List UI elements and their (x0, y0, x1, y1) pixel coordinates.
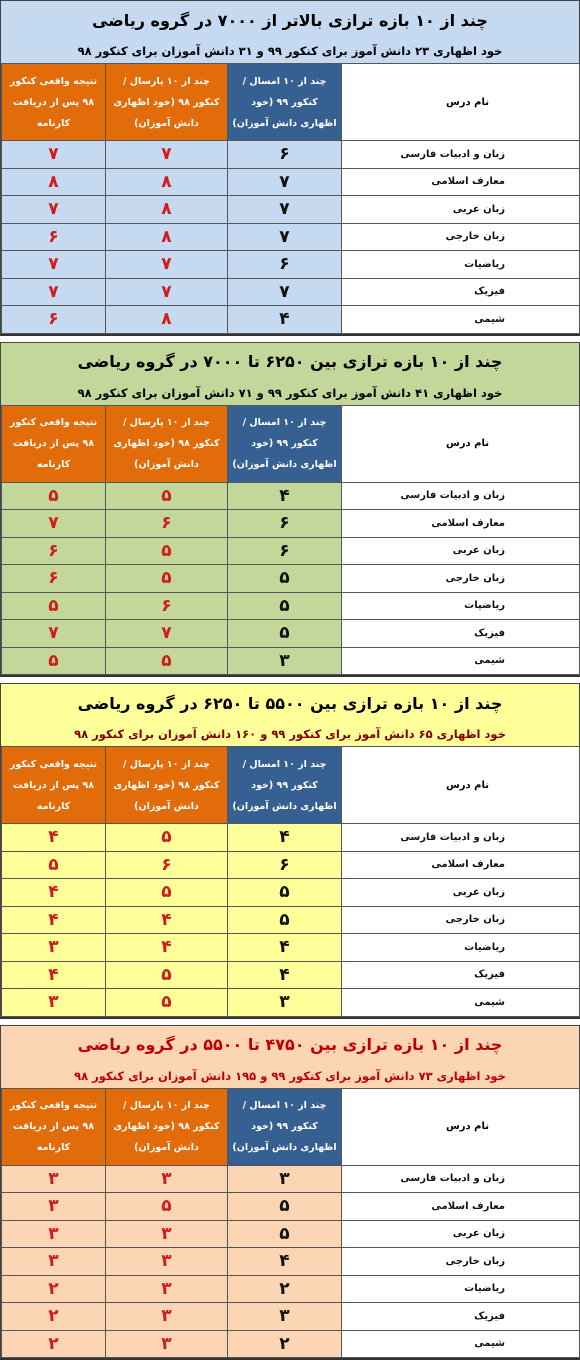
table-header-row (2, 405, 580, 482)
header-this-year-line: چند از ۱۰ امسال / (228, 71, 341, 92)
header-actual-result (2, 747, 106, 824)
this-year-score-cell: ۶ (228, 510, 342, 538)
last-year-score-cell: ۴ (106, 934, 228, 962)
this-year-score-cell: ۲ (228, 1275, 342, 1303)
this-year-score-cell: ۵ (228, 1193, 342, 1221)
table-row (2, 223, 580, 251)
last-year-score-cell: ۵ (106, 482, 228, 510)
header-last-year-line: دانش آموزان) (106, 796, 227, 817)
last-year-score-cell: ۵ (106, 565, 228, 593)
section-subtitle: خود اظهاری ۶۵ دانش آموز برای کنکور ۹۹ و ۱۶۰ دانش آموزان برای کنکور ۹۸ (1, 722, 579, 746)
actual-score-cell: ۴ (2, 879, 106, 907)
actual-score-cell: ۶ (2, 223, 106, 251)
subject-name-cell: ریاضیات (342, 1275, 580, 1303)
actual-score-cell: ۴ (2, 961, 106, 989)
this-year-score-cell: ۷ (228, 196, 342, 224)
actual-score-cell: ۲ (2, 1330, 106, 1358)
header-this-year-line: اظهاری دانش آموزان) (228, 796, 341, 817)
table-row (2, 565, 580, 593)
section-title: چند از ۱۰ بازه ترازی بین ۶۲۵۰ تا ۷۰۰۰ در گروه ریاضی (1, 343, 579, 381)
actual-score-cell: ۳ (2, 1165, 106, 1193)
table-row (2, 278, 580, 306)
this-year-score-cell: ۷ (228, 278, 342, 306)
header-actual-result-line: کارنامه (2, 796, 105, 817)
table-row (2, 934, 580, 962)
this-year-score-cell: ۲ (228, 1330, 342, 1358)
actual-score-cell: ۷ (2, 620, 106, 648)
section-subtitle: خود اظهاری ۲۳ دانش آموز برای کنکور ۹۹ و ۳۱ دانش آموزان برای کنکور ۹۸ (1, 39, 579, 63)
table-header-row (2, 64, 580, 141)
score-section (0, 0, 580, 336)
last-year-score-cell: ۸ (106, 168, 228, 196)
actual-score-cell: ۳ (2, 1220, 106, 1248)
section-subtitle: خود اظهاری ۴۱ دانش آموز برای کنکور ۹۹ و ۷۱ دانش آموزان برای کنکور ۹۸ (1, 381, 579, 405)
subject-name-cell: شیمی (342, 306, 580, 334)
header-last-year (106, 1088, 228, 1165)
score-table (1, 746, 580, 1017)
subject-name-cell: زبان و ادبیات فارسی (342, 824, 580, 852)
subject-name-cell: زبان عربی (342, 537, 580, 565)
table-row (2, 1275, 580, 1303)
actual-score-cell: ۶ (2, 565, 106, 593)
header-last-year-line: چند از ۱۰ پارسال / (106, 754, 227, 775)
table-row (2, 168, 580, 196)
table-row (2, 620, 580, 648)
subject-name-cell: معارف اسلامی (342, 851, 580, 879)
table-row (2, 251, 580, 279)
subject-name-cell: زبان عربی (342, 879, 580, 907)
last-year-score-cell: ۴ (106, 906, 228, 934)
actual-score-cell: ۳ (2, 989, 106, 1017)
last-year-score-cell: ۳ (106, 1330, 228, 1358)
header-this-year-line: کنکور ۹۹ (خود (228, 1116, 341, 1137)
header-last-year-line: دانش آموزان) (106, 1137, 227, 1158)
actual-score-cell: ۷ (2, 196, 106, 224)
this-year-score-cell: ۴ (228, 482, 342, 510)
last-year-score-cell: ۳ (106, 1275, 228, 1303)
this-year-score-cell: ۵ (228, 879, 342, 907)
table-header-row (2, 1088, 580, 1165)
last-year-score-cell: ۳ (106, 1248, 228, 1276)
header-this-year (228, 747, 342, 824)
table-row (2, 592, 580, 620)
last-year-score-cell: ۵ (106, 1193, 228, 1221)
last-year-score-cell: ۵ (106, 537, 228, 565)
table-row (2, 306, 580, 334)
last-year-score-cell: ۳ (106, 1303, 228, 1331)
this-year-score-cell: ۴ (228, 1248, 342, 1276)
table-row (2, 196, 580, 224)
this-year-score-cell: ۷ (228, 223, 342, 251)
table-row (2, 1330, 580, 1358)
header-last-year-line: دانش آموزان) (106, 454, 227, 475)
this-year-score-cell: ۵ (228, 592, 342, 620)
subject-name-cell: فیزیک (342, 961, 580, 989)
table-row (2, 906, 580, 934)
header-this-year (228, 64, 342, 141)
header-actual-result-line: نتیجه واقعی کنکور (2, 1095, 105, 1116)
subject-name-cell: شیمی (342, 1330, 580, 1358)
actual-score-cell: ۷ (2, 510, 106, 538)
header-actual-result-line: ۹۸ پس از دریافت (2, 775, 105, 796)
score-section (0, 1025, 580, 1360)
this-year-score-cell: ۴ (228, 961, 342, 989)
header-actual-result-line: ۹۸ پس از دریافت (2, 92, 105, 113)
actual-score-cell: ۶ (2, 537, 106, 565)
this-year-score-cell: ۵ (228, 565, 342, 593)
this-year-score-cell: ۴ (228, 934, 342, 962)
last-year-score-cell: ۵ (106, 879, 228, 907)
header-this-year-line: اظهاری دانش آموزان) (228, 113, 341, 134)
this-year-score-cell: ۵ (228, 1220, 342, 1248)
table-row (2, 510, 580, 538)
header-actual-result-line: نتیجه واقعی کنکور (2, 71, 105, 92)
table-row (2, 647, 580, 675)
actual-score-cell: ۵ (2, 851, 106, 879)
subject-name-cell: زبان عربی (342, 1220, 580, 1248)
table-row (2, 1248, 580, 1276)
last-year-score-cell: ۳ (106, 1220, 228, 1248)
this-year-score-cell: ۳ (228, 989, 342, 1017)
header-last-year-line: چند از ۱۰ پارسال / (106, 412, 227, 433)
subject-name-cell: فیزیک (342, 1303, 580, 1331)
header-actual-result-line: ۹۸ پس از دریافت (2, 433, 105, 454)
header-this-year-line: چند از ۱۰ امسال / (228, 1095, 341, 1116)
actual-score-cell: ۷ (2, 278, 106, 306)
actual-score-cell: ۶ (2, 306, 106, 334)
last-year-score-cell: ۶ (106, 510, 228, 538)
actual-score-cell: ۴ (2, 824, 106, 852)
subject-name-cell: زبان عربی (342, 196, 580, 224)
actual-score-cell: ۵ (2, 592, 106, 620)
last-year-score-cell: ۷ (106, 141, 228, 169)
table-row (2, 961, 580, 989)
header-last-year-line: دانش آموزان) (106, 113, 227, 134)
subject-name-cell: ریاضیات (342, 592, 580, 620)
this-year-score-cell: ۶ (228, 251, 342, 279)
header-actual-result (2, 405, 106, 482)
last-year-score-cell: ۶ (106, 851, 228, 879)
header-last-year (106, 64, 228, 141)
header-subject: نام درس (342, 405, 580, 482)
actual-score-cell: ۲ (2, 1275, 106, 1303)
this-year-score-cell: ۵ (228, 906, 342, 934)
table-row (2, 1165, 580, 1193)
table-row (2, 989, 580, 1017)
score-section (0, 342, 580, 678)
subject-name-cell: شیمی (342, 647, 580, 675)
actual-score-cell: ۸ (2, 168, 106, 196)
subject-name-cell: معارف اسلامی (342, 510, 580, 538)
table-row (2, 141, 580, 169)
header-subject: نام درس (342, 747, 580, 824)
table-row (2, 482, 580, 510)
header-this-year-line: چند از ۱۰ امسال / (228, 412, 341, 433)
this-year-score-cell: ۴ (228, 306, 342, 334)
header-subject: نام درس (342, 1088, 580, 1165)
table-row (2, 1220, 580, 1248)
header-actual-result-line: نتیجه واقعی کنکور (2, 412, 105, 433)
header-last-year-line: چند از ۱۰ پارسال / (106, 1095, 227, 1116)
header-last-year-line: کنکور ۹۸ (خود اظهاری (106, 775, 227, 796)
subject-name-cell: ریاضیات (342, 934, 580, 962)
actual-score-cell: ۷ (2, 141, 106, 169)
header-actual-result-line: کارنامه (2, 454, 105, 475)
header-last-year-line: کنکور ۹۸ (خود اظهاری (106, 92, 227, 113)
header-this-year-line: اظهاری دانش آموزان) (228, 1137, 341, 1158)
last-year-score-cell: ۷ (106, 278, 228, 306)
table-header-row (2, 747, 580, 824)
last-year-score-cell: ۳ (106, 1165, 228, 1193)
this-year-score-cell: ۳ (228, 1165, 342, 1193)
score-table (1, 405, 580, 676)
header-this-year-line: کنکور ۹۹ (خود (228, 775, 341, 796)
subject-name-cell: زبان و ادبیات فارسی (342, 482, 580, 510)
subject-name-cell: زبان و ادبیات فارسی (342, 1165, 580, 1193)
last-year-score-cell: ۵ (106, 961, 228, 989)
subject-name-cell: ریاضیات (342, 251, 580, 279)
header-last-year-line: چند از ۱۰ پارسال / (106, 71, 227, 92)
score-section (0, 683, 580, 1019)
last-year-score-cell: ۸ (106, 196, 228, 224)
header-this-year (228, 405, 342, 482)
table-row (2, 1303, 580, 1331)
this-year-score-cell: ۶ (228, 537, 342, 565)
header-last-year (106, 405, 228, 482)
actual-score-cell: ۳ (2, 1193, 106, 1221)
subject-name-cell: زبان و ادبیات فارسی (342, 141, 580, 169)
header-actual-result-line: کارنامه (2, 1137, 105, 1158)
last-year-score-cell: ۶ (106, 592, 228, 620)
this-year-score-cell: ۳ (228, 647, 342, 675)
actual-score-cell: ۳ (2, 1248, 106, 1276)
section-subtitle: خود اظهاری ۷۳ دانش آموز برای کنکور ۹۹ و ۱۹۵ دانش آموزان برای کنکور ۹۸ (1, 1064, 579, 1088)
table-row (2, 537, 580, 565)
last-year-score-cell: ۵ (106, 824, 228, 852)
last-year-score-cell: ۵ (106, 989, 228, 1017)
last-year-score-cell: ۸ (106, 223, 228, 251)
header-this-year-line: کنکور ۹۹ (خود (228, 92, 341, 113)
actual-score-cell: ۵ (2, 647, 106, 675)
subject-name-cell: فیزیک (342, 278, 580, 306)
header-actual-result-line: نتیجه واقعی کنکور (2, 754, 105, 775)
header-this-year-line: کنکور ۹۹ (خود (228, 433, 341, 454)
header-last-year-line: کنکور ۹۸ (خود اظهاری (106, 433, 227, 454)
header-this-year-line: چند از ۱۰ امسال / (228, 754, 341, 775)
this-year-score-cell: ۳ (228, 1303, 342, 1331)
subject-name-cell: زبان خارجی (342, 565, 580, 593)
header-this-year-line: اظهاری دانش آموزان) (228, 454, 341, 475)
header-last-year-line: کنکور ۹۸ (خود اظهاری (106, 1116, 227, 1137)
last-year-score-cell: ۷ (106, 251, 228, 279)
subject-name-cell: زبان خارجی (342, 906, 580, 934)
subject-name-cell: فیزیک (342, 620, 580, 648)
section-title: چند از ۱۰ بازه ترازی بین ۵۵۰۰ تا ۶۲۵۰ در گروه ریاضی (1, 684, 579, 722)
last-year-score-cell: ۷ (106, 620, 228, 648)
header-actual-result-line: کارنامه (2, 113, 105, 134)
actual-score-cell: ۴ (2, 906, 106, 934)
header-subject: نام درس (342, 64, 580, 141)
header-last-year (106, 747, 228, 824)
table-row (2, 879, 580, 907)
this-year-score-cell: ۵ (228, 620, 342, 648)
actual-score-cell: ۲ (2, 1303, 106, 1331)
table-row (2, 824, 580, 852)
actual-score-cell: ۷ (2, 251, 106, 279)
actual-score-cell: ۵ (2, 482, 106, 510)
subject-name-cell: زبان خارجی (342, 223, 580, 251)
this-year-score-cell: ۷ (228, 168, 342, 196)
subject-name-cell: معارف اسلامی (342, 168, 580, 196)
subject-name-cell: شیمی (342, 989, 580, 1017)
this-year-score-cell: ۴ (228, 824, 342, 852)
header-this-year (228, 1088, 342, 1165)
score-table (1, 1088, 580, 1359)
subject-name-cell: زبان خارجی (342, 1248, 580, 1276)
last-year-score-cell: ۸ (106, 306, 228, 334)
actual-score-cell: ۳ (2, 934, 106, 962)
table-row (2, 1193, 580, 1221)
score-table (1, 63, 580, 334)
this-year-score-cell: ۶ (228, 851, 342, 879)
section-title: چند از ۱۰ بازه ترازی بالاتر از ۷۰۰۰ در گروه ریاضی (1, 1, 579, 39)
subject-name-cell: معارف اسلامی (342, 1193, 580, 1221)
section-title: چند از ۱۰ بازه ترازی بین ۴۷۵۰ تا ۵۵۰۰ در گروه ریاضی (1, 1026, 579, 1064)
header-actual-result (2, 1088, 106, 1165)
header-actual-result (2, 64, 106, 141)
table-row (2, 851, 580, 879)
last-year-score-cell: ۵ (106, 647, 228, 675)
header-actual-result-line: ۹۸ پس از دریافت (2, 1116, 105, 1137)
this-year-score-cell: ۶ (228, 141, 342, 169)
